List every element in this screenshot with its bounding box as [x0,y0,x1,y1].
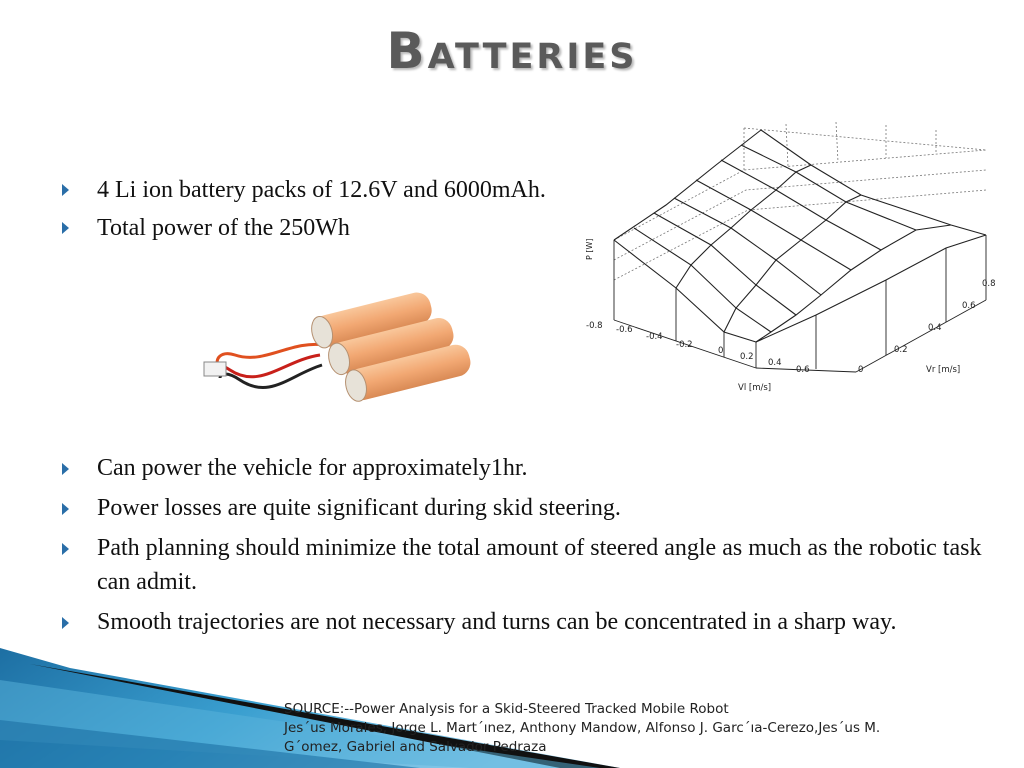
bullet-text: Total power of the 250Wh [97,215,350,241]
vl-tick: 0 [718,346,724,356]
vr-tick: 0.4 [928,323,942,333]
source-line: SOURCE:--Power Analysis for a Skid-Steered Tracked Mobile Robot [284,701,729,717]
vr-tick: 0.8 [982,279,996,289]
bullet-item [60,491,990,525]
source-line: Jes´us Morales, Jorge L. Mart´ınez, Anthony Mandow, Alfonso J. Garc´ıa-Cerezo,Jes´us M. [284,720,881,736]
bottom-bullet-list [60,451,990,645]
vr-tick: 0.6 [962,301,976,311]
bullet-text: Path planning should minimize the total amount of steered angle as much as the robotic task can admit. [97,535,982,595]
z-axis-label: P [W] [585,238,594,260]
source-citation [284,700,1024,757]
vl-tick: -0.8 [586,321,603,331]
vr-axis-label: Vr [m/s] [926,365,961,375]
vl-tick: -0.2 [676,340,693,350]
bullet-arrow-icon [62,184,69,196]
bullet-text: 4 Li ion battery packs of 12.6V and 6000mAh. [97,177,546,203]
vl-tick: -0.4 [646,332,663,342]
source-line: G´omez, Gabriel and Salvador Pedraza [284,739,547,755]
bullet-arrow-icon [62,503,69,515]
bullet-item [60,531,990,599]
slide-title: Batteries [386,22,638,80]
bullet-arrow-icon [62,543,69,555]
vl-tick: 0.6 [796,365,810,375]
vl-tick: 0.2 [740,352,754,362]
bullet-text: Power losses are quite significant during skid steering. [97,495,621,521]
bullet-item [60,451,990,485]
vr-tick: 0 [858,365,864,375]
vr-tick: 0.2 [894,345,908,355]
bullet-arrow-icon [62,463,69,475]
vl-axis-label: Vl [m/s] [738,383,772,393]
vl-tick: -0.6 [616,325,633,335]
bullet-text: Can power the vehicle for approximately1hr. [97,455,528,481]
vl-tick: 0.4 [768,358,782,368]
power-surface-graph [556,110,996,400]
bullet-text: Smooth trajectories are not necessary and turns can be concentrated in a sharp way. [97,609,897,635]
battery-pack-image [190,270,500,415]
bullet-arrow-icon [62,222,69,234]
connector [204,362,226,376]
